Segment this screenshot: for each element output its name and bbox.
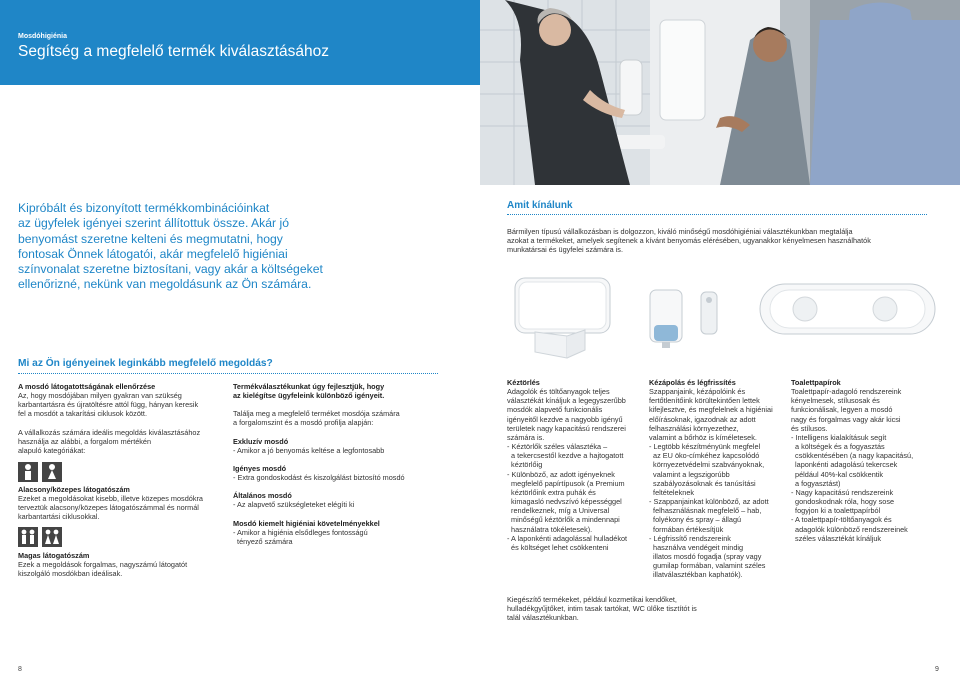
col2-heading: az kielégítse ügyfeleink különböző igényeit. xyxy=(233,391,385,401)
col4-line: kifejlesztve, és megfelelnek a higiéniai xyxy=(649,405,773,415)
towel-dispenser-icon xyxy=(515,278,610,358)
col5-line: a fogyasztást) xyxy=(791,478,841,488)
bottom-note xyxy=(507,595,767,622)
col2-line: Találja meg a megfelelő terméket mosdója számára xyxy=(233,409,400,419)
people-low-icon xyxy=(18,462,78,482)
bottom-note-line: hulladékgyűjtőket, intim tasak tartókat, WC ülőke tisztítót is xyxy=(507,604,697,614)
profile-title: Mosdó kiemelt higiéniai követelményekkel xyxy=(233,518,380,528)
col3-line: kéztörlőig xyxy=(507,460,543,470)
col4-line: formában értékesítjük xyxy=(649,524,724,534)
offer-line: azokat a termékeket, amelyek segítenek a kívánt benyomás elérésében, ugyanakkor kényelmesen használhatók xyxy=(507,236,871,246)
col3-line: kimagasló nedvszívó képességgel xyxy=(507,497,622,507)
offer-line: munkatársai és ügyfelei számára is. xyxy=(507,245,623,255)
profile-title: Exkluzív mosdó xyxy=(233,436,289,446)
col5-line: adagolók különböző rendszereinek xyxy=(791,524,908,534)
people-high-icon xyxy=(18,527,68,547)
col5-line: nagy és forgalmas vagy akár kicsi xyxy=(791,414,901,424)
col4-line: - Szappanjainkat különböző, az adott xyxy=(649,497,769,507)
col5-line: és stílusos. xyxy=(791,423,828,433)
col5-line: - Nagy kapacitású rendszereink xyxy=(791,487,894,497)
intro-line: Kipróbált és bizonyított termékkombinációinkat xyxy=(18,201,270,215)
col3-line: a tekercsestől kezdve a hajtogatott xyxy=(507,451,624,461)
col5-line: Toalettpapír-adagoló rendszereink xyxy=(791,387,902,397)
col3-line: - Különböző, az adott igényeknek xyxy=(507,469,615,479)
col3-line: és költséget lehet csökkenteni xyxy=(507,542,609,552)
col3-line: minőségű kéztörlők a mindennapi xyxy=(507,515,620,525)
col5-line: a költségek és a fogyasztás xyxy=(791,442,885,452)
col1-line: alapuló kategóriákat: xyxy=(18,445,86,455)
low-traffic-block xyxy=(18,485,228,522)
toilet-paper-dispenser-icon xyxy=(760,284,935,334)
profile-line: - Extra gondoskodást és kiszolgálást biztosító mosdó xyxy=(233,473,405,483)
col4-line: előírásoknak, igazodnak az adott xyxy=(649,414,756,424)
section-question: Mi az Ön igényeinek leginkább megfelelő megoldás? xyxy=(18,358,273,369)
col1-line: Az, hogy mosdójában milyen gyakran van szükség xyxy=(18,391,182,401)
column-profiles xyxy=(233,382,453,546)
soap-dispenser-icon xyxy=(650,290,717,348)
col5-title: Toalettpapírok xyxy=(791,378,841,387)
col4-line: feltételeknek xyxy=(649,487,695,497)
col1-line: használja az alábbi, a forgalom mértékén xyxy=(18,436,152,446)
col3-line: mosdók alapvető funkcionális xyxy=(507,405,603,415)
col4-line: illatválasztékban kaphatók). xyxy=(649,570,743,580)
page-number-right: 9 xyxy=(935,666,939,673)
column-hand-care xyxy=(649,378,789,579)
offer-divider xyxy=(507,214,927,215)
column-traffic xyxy=(18,382,218,455)
profile-title: Igényes mosdó xyxy=(233,463,287,473)
profile-line: - Az alapvető szükségleteket elégíti ki xyxy=(233,500,355,510)
col3-line: használatra tökéletesek). xyxy=(507,524,593,534)
intro-line: ellenőrizné, nekünk van megoldásunk az Ön számára. xyxy=(18,277,312,292)
col3-line: - Kéztörlők széles választéka – xyxy=(507,442,608,452)
col3-line: választékát kínáljuk a legegyszerűbb xyxy=(507,396,626,406)
page-number-left: 8 xyxy=(18,666,22,673)
col4-line: szabályozásoknak és tanúsítási xyxy=(649,478,756,488)
col4-title: Kézápolás és légfrissítés xyxy=(649,378,736,387)
col3-title: Kéztörlés xyxy=(507,378,540,387)
col3-line: igényeitől kezdve a nagyobb igényű xyxy=(507,414,623,424)
col2-heading: Termékválasztékunkat úgy fejlesztjük, hogy xyxy=(233,382,385,391)
high-traffic-line: kiszolgáló mosdókban ideálisak. xyxy=(18,569,123,579)
low-traffic-icons xyxy=(18,462,78,487)
col5-line: például 40%-kal csökkentik xyxy=(791,469,884,479)
col4-line: fertőtlenítőink körültekintően lettek xyxy=(649,396,760,406)
high-traffic-heading: Magas látogatószám xyxy=(18,551,90,560)
low-traffic-line: terveztük alacsony/közepes látogatószámmal és normál xyxy=(18,503,199,513)
col1-line: A vállalkozás számára ideális megoldás kiválasztásához xyxy=(18,427,201,437)
col4-line: folyékony és spray – állagú xyxy=(649,515,742,525)
col4-line: Szappanjaink, kézápolóink és xyxy=(649,387,746,397)
col4-line: felhasználásnak megfelelő – hab, xyxy=(649,506,762,516)
low-traffic-line: karbantartási ciklusokkal. xyxy=(18,512,100,522)
col1-line: fel a mosdót a takarítási ciklusok között. xyxy=(18,409,147,419)
bottom-note-line: Kiegészítő termékeket, például kozmetikai kendőket, xyxy=(507,595,677,604)
col3-line: területek nagy kapacitású rendszerei xyxy=(507,423,626,433)
low-traffic-heading: Alacsony/közepes látogatószám xyxy=(18,485,130,494)
intro-line: benyomást szeretne kelteni és megmutatni, hogy xyxy=(18,231,283,246)
col4-line: - Legtöbb készítményünk megfelel xyxy=(649,442,761,452)
high-traffic-line: Ezek a megoldások forgalmas, nagyszámú látogatót xyxy=(18,560,188,570)
column-toilet-paper xyxy=(791,378,941,543)
col3-line: rendelkeznek, míg a Universal xyxy=(507,506,610,516)
col4-line: - Légfrissítő rendszereink xyxy=(649,533,731,543)
column-hand-towels xyxy=(507,378,647,552)
col1-line: karbantartásra és újratöltésre attól függ, hányan keresik xyxy=(18,400,199,410)
col4-line: felhasználási környezethez, xyxy=(649,423,739,433)
high-traffic-block xyxy=(18,551,228,578)
intro-line: az ügyfelek igényei szerint állítottuk össze. Akár jó xyxy=(18,216,289,231)
col4-line: illatos mosdó fogadja (spray vagy xyxy=(649,551,762,561)
col4-line: használva vendégeit mindig xyxy=(649,542,744,552)
offer-title: Amit kínálunk xyxy=(507,200,573,211)
col4-line: környezetvédelmi szabványoknak, xyxy=(649,460,765,470)
profile-line: - Amikor a jó benyomás keltése a legfontosabb xyxy=(233,445,385,455)
col4-line: gumilap formában, valamint széles xyxy=(649,561,766,571)
col5-line: kényelmesek, stílusosak és xyxy=(791,396,880,406)
high-traffic-icons xyxy=(18,527,68,552)
col2-line: a forgalomszint és a mosdó profilja alapján: xyxy=(233,418,374,428)
col4-line: valamint a bőrhöz is kíméletesek. xyxy=(649,432,757,442)
col3-line: Adagolók és töltőanyagok teljes xyxy=(507,387,610,397)
col5-line: - A toalettpapír-töltőanyagok és xyxy=(791,515,892,525)
washroom-photo xyxy=(480,0,960,185)
washroom-photo-illustration xyxy=(480,0,960,185)
intro-line: fontosak Önnek látogatói, akár megfelelő higiéniai xyxy=(18,246,288,261)
profile-line: tényező számára xyxy=(233,536,293,546)
col5-line: széles választékát kínáljuk xyxy=(791,533,882,543)
question-divider xyxy=(18,373,438,374)
offer-text xyxy=(507,227,927,255)
col5-line: funkcionálisak, legyen a mosdó xyxy=(791,405,893,415)
col5-line: - Intelligens kialakításuk segít xyxy=(791,432,887,442)
page-title: Segítség a megfelelő termék kiválasztásához xyxy=(18,43,330,60)
col3-line: - A laponkénti adagolással hulladékot xyxy=(507,533,628,543)
col1-heading: A mosdó látogatottságának ellenőrzése xyxy=(18,382,156,391)
col4-line: az EU öko-címkéhez kapcsolódó xyxy=(649,451,760,461)
profile-line: - Amikor a higiénia elsődleges fontosságú xyxy=(233,527,368,537)
col3-line: megfelelő papírtípusok (a Premium xyxy=(507,478,625,488)
offer-line: Bármilyen típusú vállalkozásban is dolgozzon, kiváló minőségű mosdóhigiéniai választékunkban megtalálja xyxy=(507,227,853,236)
col5-line: fogyjon ki a toalettpapírból xyxy=(791,506,881,516)
section-label: Mosdóhigiénia xyxy=(18,33,67,40)
col5-line: laponkénti adagolású tekercsek xyxy=(791,460,898,470)
col4-line: valamint a legszigorúbb xyxy=(649,469,730,479)
profile-title: Általános mosdó xyxy=(233,491,292,501)
col5-line: gondoskodnak róla, hogy sose xyxy=(791,497,895,507)
intro-text xyxy=(18,201,323,293)
bottom-note-line: talál választékunkban. xyxy=(507,613,579,623)
low-traffic-line: Ezeket a megoldásokat kisebb, illetve közepes mosdókra xyxy=(18,494,203,504)
product-dispensers xyxy=(505,270,945,360)
intro-line: színvonalat szeretne biztosítani, vagy akár a költségeket xyxy=(18,262,323,277)
col5-line: csökkentésében (a nagy kapacitású, xyxy=(791,451,914,461)
col3-line: kéztörlőink extra puhák és xyxy=(507,487,596,497)
col3-line: számára is. xyxy=(507,432,545,442)
